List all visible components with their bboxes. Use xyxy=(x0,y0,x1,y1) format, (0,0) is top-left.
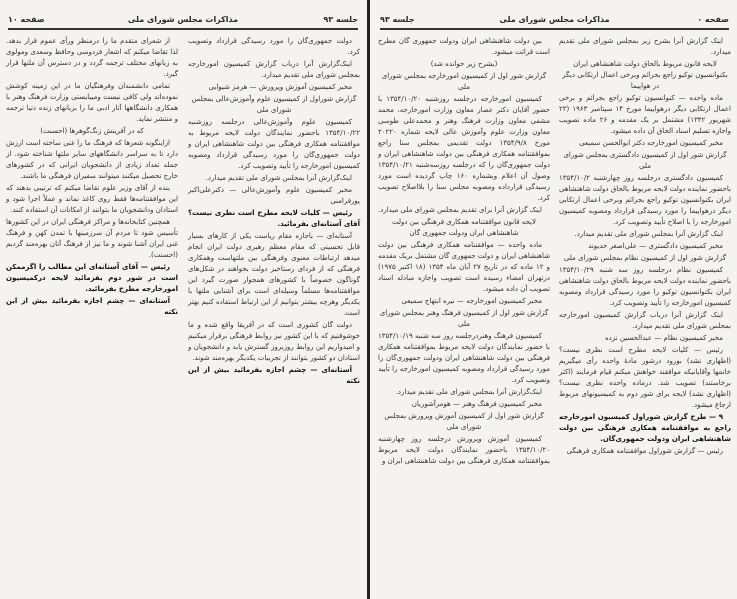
text-column-left xyxy=(378,36,550,468)
paragraph: گزارش شور اول از کمیسیون فرهنگ وهنر بمجلس شورای ملی xyxy=(379,309,549,328)
paragraph: مخبر کمیسیون آموزش وپرورش — هرمز شیوایی xyxy=(208,83,352,91)
paragraph: ۹ — طرح گزارش شوراول کمیسیون امورخارجه راجع به موافقتنامه همکاری فرهنگی بین دولت شاهنشاهی ایران ودولت جمهوری‌گان. xyxy=(559,413,731,443)
text-column-left xyxy=(6,36,178,319)
paragraph: تمامی دانشمندان وفرهنگیان ما در این زمینه کوشش نموده‌اند ولی کافی نیست ومیبایستی وزارت فرهنگ وهنر با همکاری دانشگاهها آثار ادبی ما را بزبانهای زنده دنیا ترجمه و منتشر نماید. xyxy=(6,82,178,123)
paragraph: اینک‌گزارش آنرا درباب گزارش کمیسیون امورخارجه بمجلس شورای ملی تقدیم میدارد. xyxy=(188,60,360,79)
paragraph: اینک گزارش آنرا درباب گزارش کمیسیون امورخارجه بمجلس شورای ملی تقدیم میدارد. xyxy=(559,311,731,330)
page-header xyxy=(380,14,729,30)
page-number: صفحه ۱۰ xyxy=(8,15,45,24)
paragraph: گزارش شور اول از کمیسیون آموزش وپرورش بمجلس شورای ملی xyxy=(384,412,544,431)
paragraph: رئیس — کلیات لایحه مطرح است نظری نیست؟ آقای آستانه‌ای بفرمائید. xyxy=(188,209,360,228)
paragraph: مخبر کمیسیون نظام — عبدالحسین نزده xyxy=(605,334,723,342)
page-header xyxy=(8,14,358,30)
paragraph: مخبر کمیسیون امورخارجه — نیره ابتهاج سمیعی xyxy=(401,297,542,305)
session-number: جلسه ۹۳ xyxy=(323,15,358,24)
paragraph: کمیسیون دادگستری درجلسه روز چهارشنبه ۱۳۵۴/۱۰/۲ باحضور نماینده دولت لایحه مربوط بالحاق دولت شاهنشاهی ایران بکنوانسیون توکیو راجع بجرائم وبرخی اعمال ارتکابی دیگر درهواپیما را مورد رسیدگی قرارداد ومصوبه کمیسیون امورخارجه را با اصلاح تأیید وتصویب کرد. xyxy=(559,174,731,226)
paragraph: بین دولت شاهنشاهی ایران ودولت جمهوری گان مطرح است قرائت میشود. xyxy=(378,37,550,56)
paragraph: رئیس — گزارش شوراول موافقتنامه همکاری فرهنگی xyxy=(566,447,723,455)
paragraph: اینک گزارش آنرا بشرح زیر بمجلس شورای ملی تقدیم میدارد. xyxy=(559,37,731,56)
paragraph: لایحه قانون موافقتنامه همکاری فرهنگی بین دولت شاهنشاهی ایران ودولت جمهوری گان xyxy=(391,218,536,237)
paragraph: اینک گزارش آنرا برای تقدیم بمجلس شورای ملی میدارد. xyxy=(378,206,542,214)
paragraph: مخبر کمیسیون امورخارجه دکتر ابوالحسن سمیعی xyxy=(579,139,723,147)
paragraph: اینک گزارش آنرا بمجلس شورای ملی تقدیم میدارد. xyxy=(574,230,723,238)
paragraph: همچنین کتابخانه‌ها و مراکز فرهنگی ایران در این کشورها تأسیس شود تا مردم آن سرزمینها با تمدن کهن و فرهنگ غنی ایران آشنا شوند و ما نیز از فرهنگ آنان بهره‌مند گردیم (احسنت). xyxy=(6,218,178,259)
paragraph: کمیسیون نظام درجلسه روز سه شنبه ۱۳۵۴/۱۰/۲۹ باحضور نماینده دولت لایحه مربوط بالحاق دولت شاهنشاهی ایران بکنوانسیون توکیو را مورد رسیدگی قرارداد ومصوبه کمیسیون امورخارجه را تأیید وتصویب کرد. xyxy=(559,266,731,307)
paragraph: رئیس — آقای آستانه‌ای این مطالب را اگرممکن است در شور دوم بفرمائید لایحه درکمیسیون امورخارجه مطرح بفرمائید. xyxy=(6,263,178,293)
running-title: مذاکرات مجلس شورای ملی xyxy=(127,15,239,24)
page-gutter xyxy=(367,0,370,599)
paragraph: مخبر کمیسیون دادگستری — علی‌اصغر خدیوند xyxy=(588,242,723,250)
session-number: جلسه ۹۳ xyxy=(380,15,415,24)
paragraph: از شعرای متقدم ما را درمنظر ورأی عموم قرار بدهد. لذا تقاضا میکنم که اشعار فردوسی وحافظ وسعدی ومولوی به زبانهای مختلف ترجمه گردد و در دسترس آن ملتها قرار گیرد. xyxy=(6,37,178,78)
paragraph: ماده واحده — کنوانسیون توکیو راجع بجرائم و برخی اعمال ارتکابی دیگر درهواپیما مورخ ۱۴ سپتامبر ۱۹۶۳ (۲۳ شهریور ۱۳۴۲) مشتمل بر یک مقدمه و ۲۶ ماده تصویب واجازه تسلیم اسناد الحاق آن داده میشود. xyxy=(559,94,732,135)
text-column-right xyxy=(559,36,731,458)
text-column-right xyxy=(188,36,360,388)
paragraph: آستانه‌ای — چشم اجازه بفرمائید بیش از این نکته xyxy=(6,297,178,316)
running-title: مذاکرات مجلس شورای ملی xyxy=(499,15,610,24)
paragraph: کمیسیون امورخارجه درجلسه روزشنبه ۱۳۵۴/۱۰/۲۰ با حضور آقایان دکتر عصار معاون وزارت امورخارجه، محمد مشفی معاون وزارت فرهنگ وهنر و محمدعلی طوسی معاون وزارت علوم وآموزش عالی لایحه شماره ۲۰۲۲۰ مورخ ۱۳۵۴/۹/۸ دولت تقدیمی بمجلس سنا راجع بموافقتنامه همکاری فرهنگی بین دولت شاهنشاهی ایران و دولت جمهوری‌گان را که درجلسه روزسه‌شنبه ۱۳۵۴/۱۰/۲۱ وصول آن اعلام وبشماره ۱۶۰ چاپ گردیده است مورد رسیدگی قرارداده ومصوبه مجلس سنا را بلااصلاح تصویب کرد. xyxy=(378,95,550,202)
paragraph: آستانه‌ای — چشم اجازه بفرمائید بیش از این نکته xyxy=(188,366,360,385)
paragraph: اینک‌گزارش آنرا بمجلس شورای ملی تقدیم میدارد. xyxy=(395,388,542,396)
paragraph: دولت جمهوری‌گان را مورد رسیدگی قرارداد وتصویب کرد. xyxy=(188,37,360,56)
left-page xyxy=(0,0,366,599)
paragraph: رئیس — کلیات لایحه مطرح است نظری نیست؟ (اظهاری نشد) بورود درشور مادهٔ واحده رأی میگیریم خانمها وآقایانیکه موافقند خواهش میکنم قیام فرمایند (اکثر برخاستند) تصویب شد. درماده واحده نظری نیست؟ (اظهاری نشد) لایحه برای شور دوم به کمیسیونهای مربوط ارجاع میشود. xyxy=(559,346,731,409)
paragraph: کمیسیون آموزش وپرورش درجلسه روز چهارشنبه ۱۳۵۴/۱۰/۲۰ باحضور نمایندگان دولت لایحه مربوط بموافقتنامه همکاری فرهنگی بین دولت شاهنشاهی ایران و xyxy=(378,435,550,465)
paragraph: مخبر کمیسیون علوم وآموزش‌عالی — دکترعلی‌اکبر پورفرامنی xyxy=(188,186,360,205)
paragraph: ماده واحده — موافقتنامه همکاری فرهنگی بین دولت شاهنشاهی ایران و دولت جمهوری گان مشتمل بریک مقدمه و ۱۲ ماده که در تاریخ ۲۷ آبان ماه ۱۳۵۴ (۱۸ اکتبر ۱۹۷۵) درتهران امضاء رسیده است تصویب واجازه مبادله اسناد تصویب آن داده میشود. xyxy=(378,241,550,293)
paragraph: دولت گان کشوری است که در آفریقا واقع شده و ما خوشوقتیم که با این کشور نیز روابط فرهنگی برقرار میکنیم و امیدواریم این روابط روزبروز گسترش یابد و دانشجویان و استادان دو کشور بتوانند از تجربیات یکدیگر بهره‌مند شوند. xyxy=(188,321,360,362)
paragraph: گزارش شور اول از کمیسیون امورخارجه بمجلس شورای ملی xyxy=(381,72,547,91)
paragraph: گزارش شوراول از کمیسیون علوم وآموزش‌عالی بمجلس شورای ملی xyxy=(191,95,357,114)
paragraph: کمیسیون فرهنگ وهنردرجلسه روز سه شنبه ۱۳۵۴/۱۰/۱۹ با حضور نمایندگان دولت لایحه مربوط بموافقتنامه همکاری فرهنگی بین دولت شاهنشاهی ایران ودولت جمهوری‌گان را مورد رسیدگی قرارداد ومصوبه کمیسیون امورخارجه را تأیید وتصویب کرد. xyxy=(378,332,550,384)
paragraph: بنده از آقای وزیر علوم تقاضا میکنم که ترتیبی بدهند که این موافقتنامه‌ها فقط روی کاغذ نماند و عملاً اجرا شود و استادان ودانشجویان ما بتوانند از امکانات آن استفاده کنند. xyxy=(6,184,178,214)
right-page xyxy=(372,0,737,599)
paragraph: آستانه‌ای — باجازه مقام ریاست یکی از کارهای بسیار قابل تحسینی که مقام معظم رهبری دولت ایران انجام میدهد ارتباطات معنوی وفرهنگی بین ملتهاست وهمکاری فرهنگی که از فردای رستاخیز دولت بخواهند در شکل‌های گوناگون خصوصاً با کشورهای همجوار صورت گیرد این موافقتنامه‌ها مسلماً وسیله‌ای است برای آشنایی ملتها با یکدیگر وهرچه بیشتر بتوانیم از این ارتباط استفاده کنیم بهتر است. xyxy=(188,232,360,317)
paragraph: گزارش شور اول از کمیسیون دادگستری بمجلس شورای ملی xyxy=(563,151,727,170)
paragraph: ازاینگونه شعرها که فرهنگ ما را غنی ساخته است ارزش دارد تا به سراسر دانشگاههای سایر ملتها شناخته شود. از جمله تعداد زیادی از دانشجویان ایرانی که در کشورهای خارج تحصیل میکنند میتوانند سفیران فرهنگی ما باشند. xyxy=(6,139,178,180)
paragraph: مخبر کمیسیون فرهنگ وهنر — هومرآشوریان xyxy=(411,400,542,408)
paragraph: کمیسیون علوم وآموزش‌عالی درجلسه روزشنبه ۱۳۵۴/۱۰/۲۲ باحضور نمایندگان دولت لایحه مربوط به موافقتنامه همکاری فرهنگی بین دولت شاهنشاهی ایران و دولت جمهوری‌گان را مورد رسیدگی قرارداد ومصوبه کمیسیون امورخارجه را تأیید وتصویب کرد. xyxy=(188,118,360,170)
paragraph: لایحه قانون مربوط بالحاق دولت شاهنشاهی ایران بکنوانسیون توکیو راجع بجرائم وبرخی اعمال ارتکابی دیگر در هواپیما xyxy=(562,60,728,90)
paragraph: اینک‌گزارش آنرا بمجلس شورای ملی تقدیم میدارد. xyxy=(205,174,352,182)
paragraph: گزارش شور اول از کمیسیون نظام بمجلس شورای ملی xyxy=(563,254,727,262)
paragraph: که در آفرینش زنگ‌گوهرها (احسنت) xyxy=(40,127,144,135)
page-number: صفحه ۰ xyxy=(697,15,729,24)
paragraph: (بشرح زیر خوانده شد) xyxy=(430,60,498,68)
